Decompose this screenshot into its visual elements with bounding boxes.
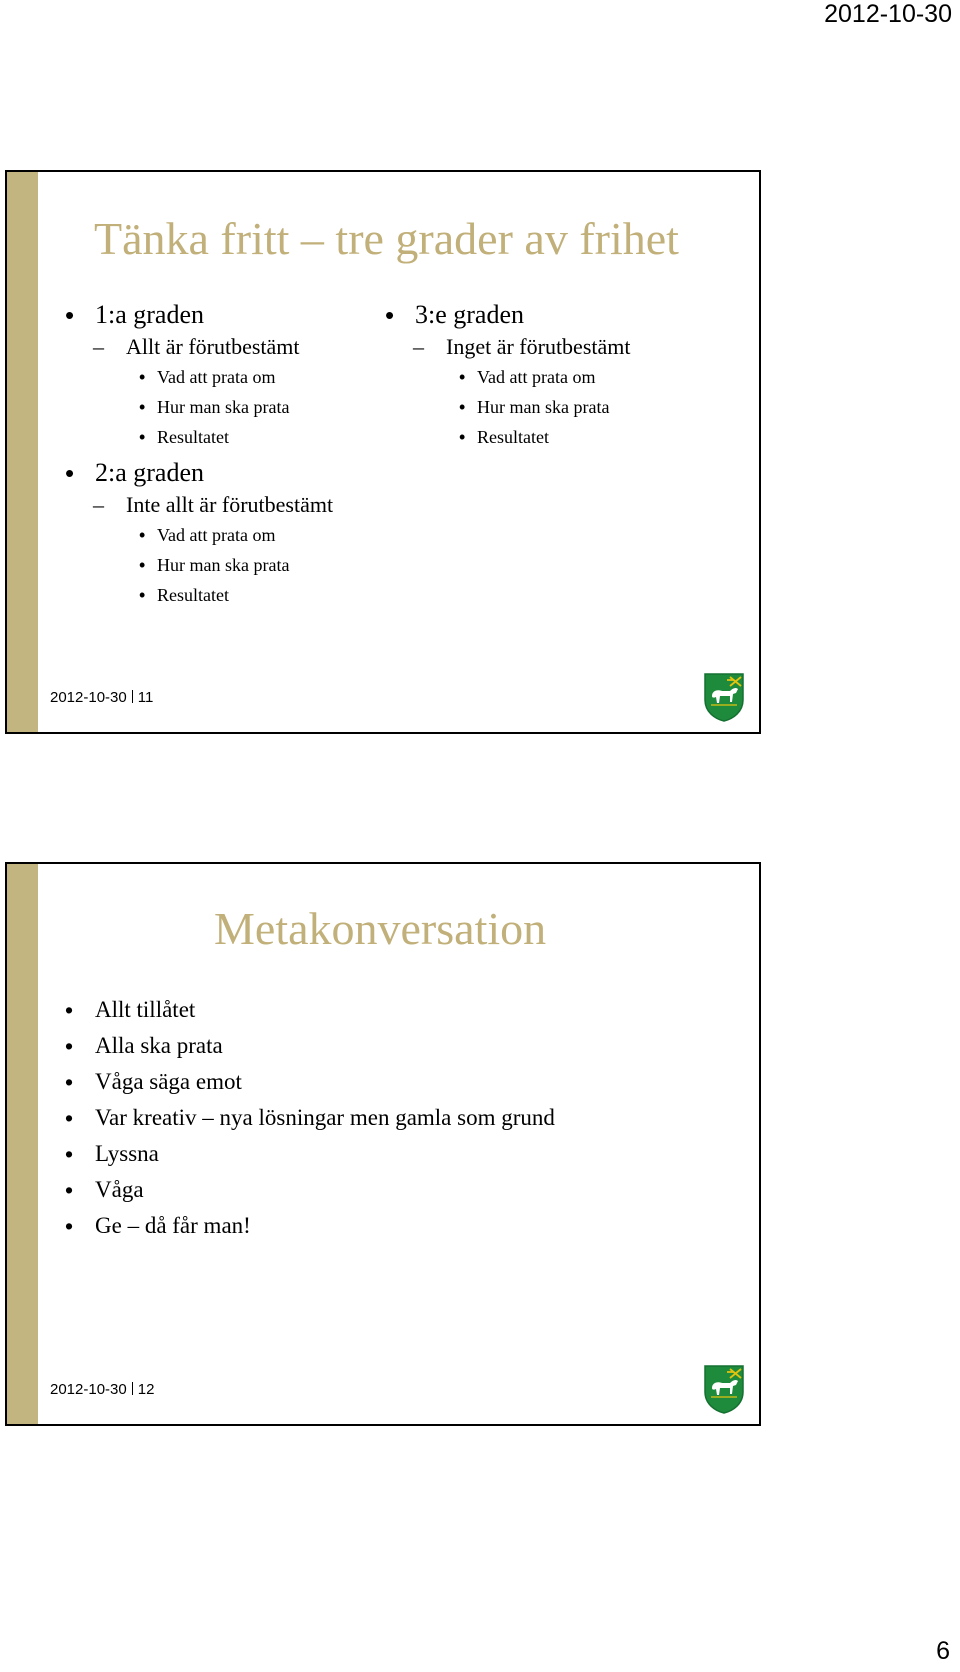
slide-title: Metakonversation: [214, 903, 547, 954]
sub-bullet: – Allt är förutbestämt: [65, 332, 333, 362]
list-item: • Resultatet: [385, 422, 631, 452]
slide-accent-stripe: [7, 864, 38, 1424]
list-item: • Var kreativ – nya lösningar men gamla som grund: [65, 1100, 555, 1136]
coat-of-arms-logo-icon: [703, 1364, 745, 1414]
list-item: • Våga säga emot: [65, 1064, 555, 1100]
list-item: • Hur man ska prata: [65, 392, 333, 422]
list-item: • Allt tillåtet: [65, 992, 555, 1028]
sub-bullet: – Inte allt är förutbestämt: [65, 490, 333, 520]
slide-11: [5, 170, 761, 734]
header-date: 2012-10-30: [824, 0, 952, 28]
left-column: [65, 298, 333, 610]
sub-bullet: – Inget är förutbestämt: [385, 332, 631, 362]
list-item: • Resultatet: [65, 580, 333, 610]
bullet-heading: • 1:a graden: [65, 298, 333, 332]
bullet-heading: • 3:e graden: [385, 298, 631, 332]
footer-date: 2012-10-30: [50, 689, 127, 706]
list-item: • Ge – då får man!: [65, 1208, 555, 1244]
list-item: • Våga: [65, 1172, 555, 1208]
slide-footer: [50, 1381, 154, 1398]
list-item: • Hur man ska prata: [385, 392, 631, 422]
slide-number: 11: [137, 689, 154, 706]
list-item: • Vad att prata om: [65, 520, 333, 550]
list-item: • Vad att prata om: [65, 362, 333, 392]
bullet-heading: • 2:a graden: [65, 456, 333, 490]
bullet-list: [65, 992, 555, 1244]
slide-accent-stripe: [7, 172, 38, 732]
slide-12: [5, 862, 761, 1426]
page-number: 6: [936, 1637, 950, 1665]
slide-number: 12: [137, 1381, 155, 1398]
coat-of-arms-logo-icon: [703, 672, 745, 722]
list-item: • Alla ska prata: [65, 1028, 555, 1064]
list-item: • Hur man ska prata: [65, 550, 333, 580]
slide-title: Tänka fritt – tre grader av frihet: [94, 213, 679, 264]
slide-footer: [50, 689, 153, 706]
footer-divider: [132, 690, 133, 703]
right-column: [385, 298, 631, 452]
list-item: • Resultatet: [65, 422, 333, 452]
footer-divider: [132, 1382, 133, 1395]
list-item: • Lyssna: [65, 1136, 555, 1172]
list-item: • Vad att prata om: [385, 362, 631, 392]
footer-date: 2012-10-30: [50, 1381, 127, 1398]
